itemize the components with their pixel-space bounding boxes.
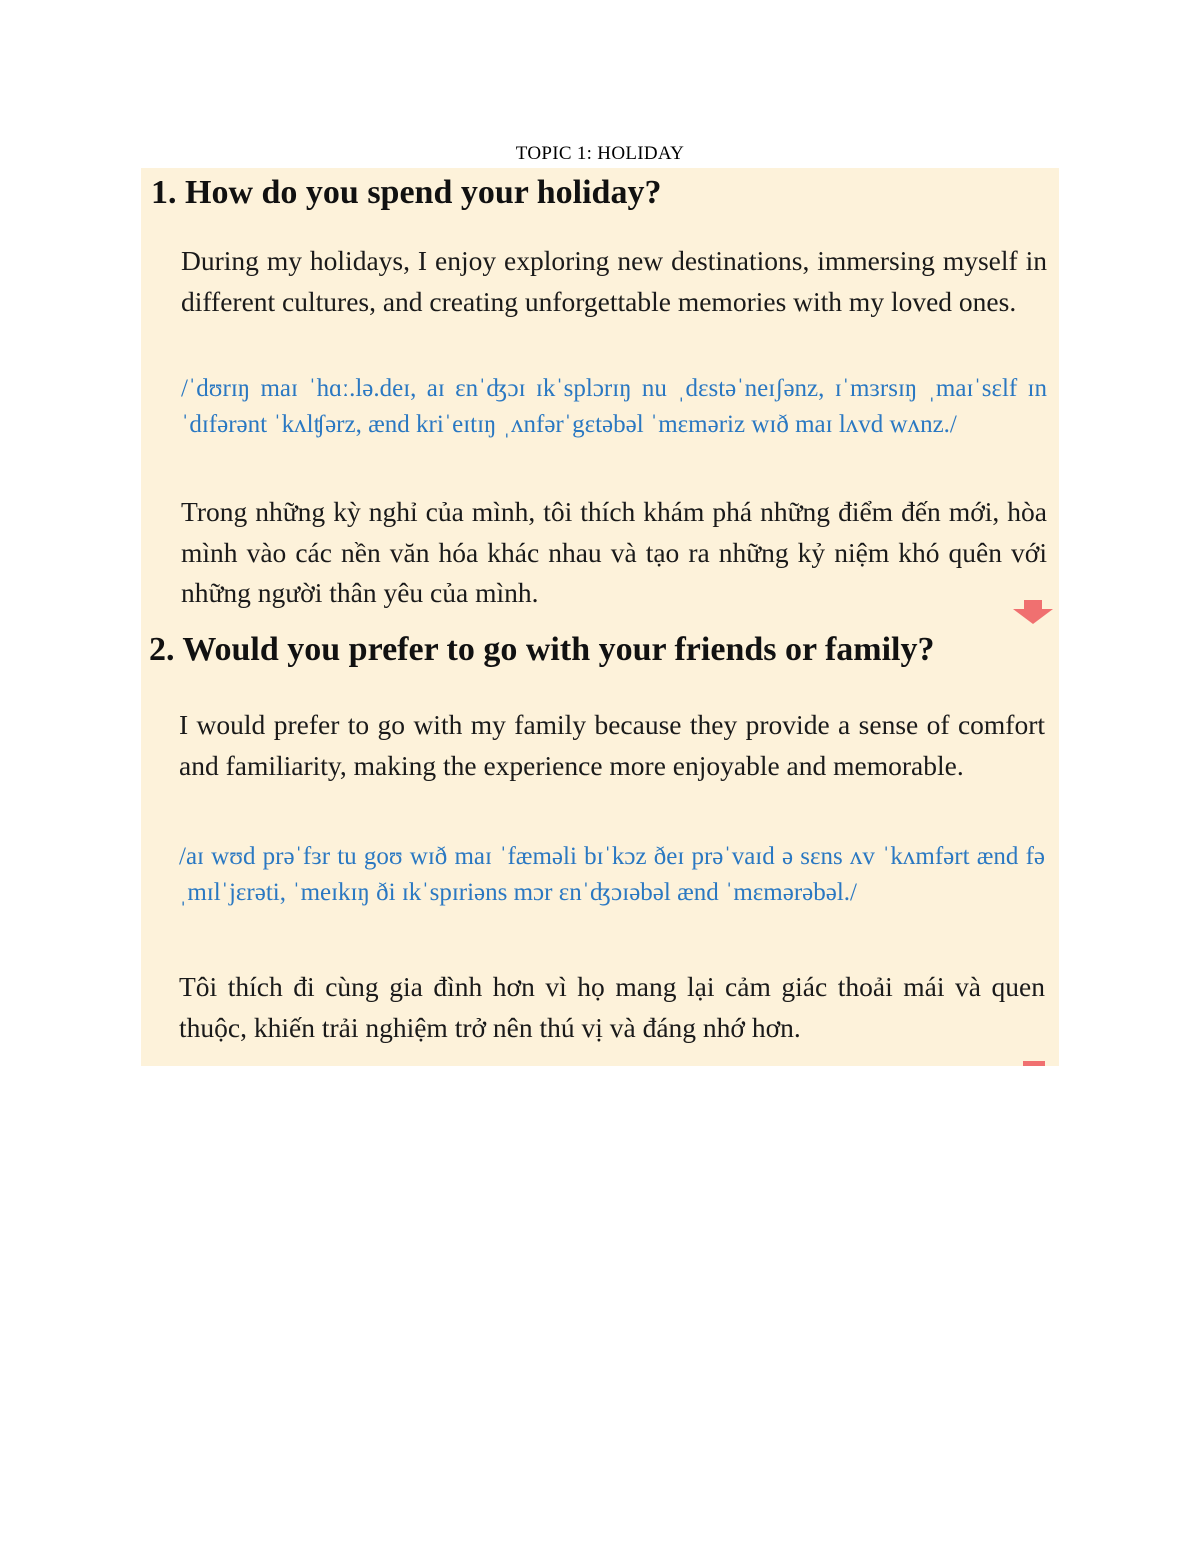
question-2-answer-vietnamese: Tôi thích đi cùng gia đình hơn vì họ mang lại cảm giác thoải mái và quen thuộc, khiến trải nghiệm trở nên thú vị và đáng nhớ hơn.	[179, 971, 1045, 1043]
content-card	[141, 168, 1059, 1066]
question-1-heading: 1. How do you spend your holiday?	[151, 174, 662, 211]
question-1-answer-english: During my holidays, I enjoy exploring new destinations, immersing myself in different cultures, and creating unforgettable memories with my loved ones.	[181, 245, 1047, 317]
page-title: TOPIC 1: HOLIDAY	[515, 143, 685, 164]
question-2-answer-english: I would prefer to go with my family because they provide a sense of comfort and familiarity, making the experience more enjoyable and memorable.	[179, 709, 1045, 781]
marker-bar-icon	[1023, 1061, 1045, 1066]
question-2-heading: 2. Would you prefer to go with your friends or family?	[149, 631, 935, 668]
question-2-answer-ipa: /aɪ wʊd prəˈfɜr tu goʊ wɪð maɪ ˈfæməli bɪˈkɔz ðeɪ prəˈvaɪd ə sɛns ʌv ˈkʌmfərt ænd fəˌmɪlˈjɛrəti, ˈmeɪkɪŋ ði ɪkˈspɪriəns mɔr ɛnˈʤɔɪəbəl ænd ˈmɛmərəbəl./	[179, 843, 1045, 906]
down-arrow-icon	[1013, 600, 1053, 624]
question-1-answer-vietnamese: Trong những kỳ nghỉ của mình, tôi thích khám phá những điểm đến mới, hòa mình vào các nền văn hóa khác nhau và tạo ra những kỷ niệm khó quên với những người thân yêu của mình.	[181, 496, 1047, 608]
question-1-answer-ipa: /ˈdʊrɪŋ maɪ ˈhɑː.lə.deɪ, aɪ ɛnˈʤɔɪ ɪkˈsplɔrɪŋ nu ˌdɛstəˈneɪʃənz, ɪˈmɜrsɪŋ ˌmaɪˈsɛlf ɪn ˈdɪfərənt ˈkʌlʧərz, ænd kriˈeɪtɪŋ ˌʌnfərˈgɛtəbəl ˈmɛməriz wɪð maɪ lʌvd wʌnz./	[181, 375, 1047, 438]
